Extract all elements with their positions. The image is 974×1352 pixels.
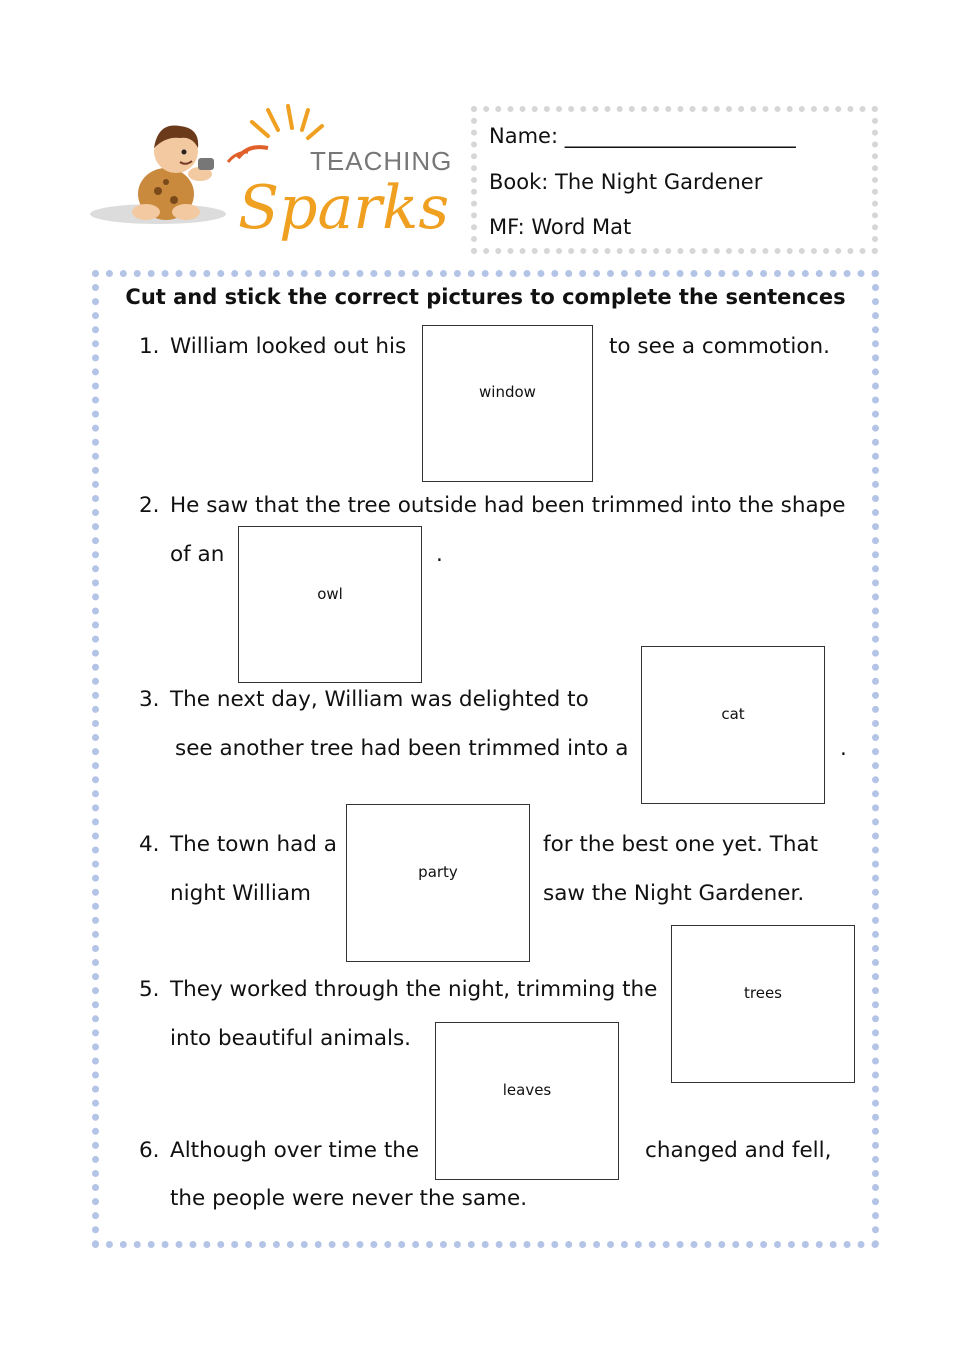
q3-picture-slot[interactable] xyxy=(641,646,825,804)
q1-number: 1. xyxy=(139,334,160,359)
q2-number: 2. xyxy=(139,493,160,518)
q2-picture-label: owl xyxy=(317,585,343,603)
q6-number: 6. xyxy=(139,1138,160,1163)
book-title: Book: The Night Gardener xyxy=(489,170,763,194)
q5-picture-label: trees xyxy=(744,984,782,1002)
q4-text-d: saw the Night Gardener. xyxy=(543,881,805,906)
q2-text-a: He saw that the tree outside had been trimmed into the shape xyxy=(170,493,846,518)
q5-picture-slot[interactable] xyxy=(671,925,855,1083)
q3-number: 3. xyxy=(139,687,160,712)
q6-text-a: Although over time the xyxy=(170,1138,420,1163)
worksheet-heading: Cut and stick the correct pictures to complete the sentences xyxy=(125,285,846,309)
q4-picture-label: party xyxy=(418,863,458,881)
q1-picture-label: window xyxy=(479,383,536,401)
q1-picture-slot[interactable] xyxy=(422,325,593,482)
q5-number: 5. xyxy=(139,977,160,1002)
q2-picture-slot[interactable] xyxy=(238,526,422,683)
logo-text-teaching: TEACHING xyxy=(310,146,453,176)
q4-number: 4. xyxy=(139,832,160,857)
q6-picture-label: leaves xyxy=(502,1081,552,1099)
student-info-box xyxy=(471,106,878,254)
q4-text-c: for the best one yet. That xyxy=(543,832,819,857)
q4-text-a: The town had a xyxy=(170,832,337,857)
q6-text-c: the people were never the same. xyxy=(170,1186,528,1211)
q6-picture-slot[interactable] xyxy=(435,1022,619,1180)
q1-text-a: William looked out his xyxy=(170,334,407,359)
q2-text-b: of an xyxy=(170,542,225,567)
name-field[interactable]: Name: ______________________ xyxy=(489,124,796,148)
mf-title: MF: Word Mat xyxy=(489,215,632,239)
q3-text-b: see another tree had been trimmed into a xyxy=(175,736,629,761)
q1-text-b: to see a commotion. xyxy=(609,334,830,359)
q3-picture-label: cat xyxy=(721,705,745,723)
q4-picture-slot[interactable] xyxy=(346,804,530,962)
teaching-sparks-logo xyxy=(88,96,458,246)
q3-text-a: The next day, William was delighted to xyxy=(170,687,589,712)
q5-text-a: They worked through the night, trimming the xyxy=(170,977,658,1002)
q2-text-c: . xyxy=(436,542,443,567)
caveman-mascot-icon xyxy=(88,96,458,246)
q6-text-b: changed and fell, xyxy=(645,1138,832,1163)
q3-text-c: . xyxy=(840,736,847,761)
q5-text-b: into beautiful animals. xyxy=(170,1026,412,1051)
logo-text-sparks: Sparks xyxy=(238,173,450,243)
q4-text-b: night William xyxy=(170,881,311,906)
